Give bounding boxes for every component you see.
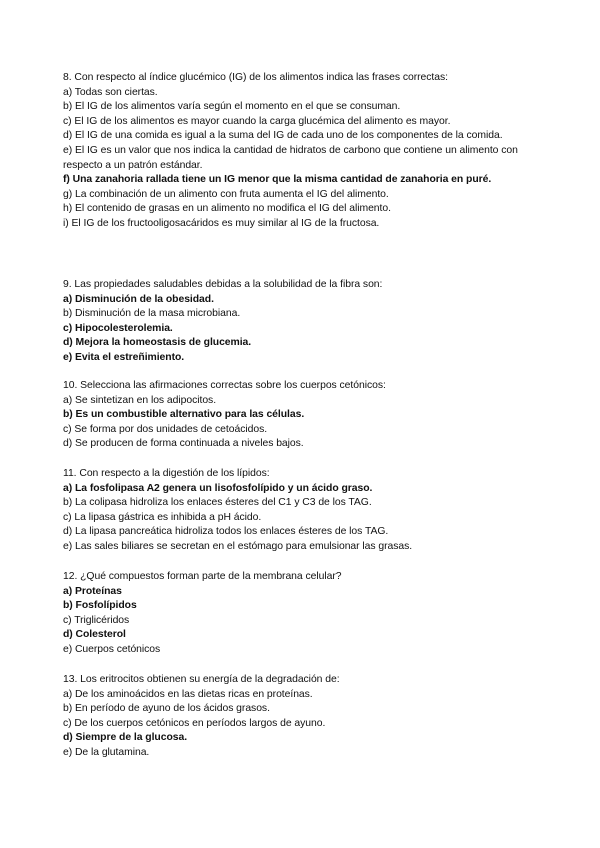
question-prompt: 11. Con respecto a la digestión de los lípidos: xyxy=(63,468,270,479)
answer-option-correct: d) Mejora la homeostasis de glucemia. xyxy=(63,337,252,349)
answer-option: e) Las sales biliares se secretan en el estómago para emulsionar las grasas. xyxy=(63,540,413,552)
answer-option-correct: d) Colesterol xyxy=(63,629,126,641)
answer-option-correct: f) Una zanahoria rallada tiene un IG menor que la misma cantidad de zanahoria en puré. xyxy=(63,174,492,186)
answer-option: c) Triglicéridos xyxy=(63,614,130,626)
question-8 xyxy=(63,71,543,232)
answer-option: h) El contenido de grasas en un alimento no modifica el IG del alimento. xyxy=(63,203,391,215)
answer-option-correct: b) Fosfolípidos xyxy=(63,600,137,612)
answer-option: g) La combinación de un alimento con fruta aumenta el IG del alimento. xyxy=(63,188,389,200)
answer-option: i) El IG de los fructooligosacáridos es muy similar al IG de la fructosa. xyxy=(63,217,380,229)
answer-option: c) El IG de los alimentos es mayor cuando la carga glucémica del alimento es mayor. xyxy=(63,115,451,127)
answer-option: d) Se producen de forma continuada a niveles bajos. xyxy=(63,438,304,450)
answer-option: d) El IG de una comida es igual a la suma del IG de cada uno de los componentes de la comida. xyxy=(63,130,503,142)
answer-option: e) De la glutamina. xyxy=(63,746,150,758)
answer-option: a) De los aminoácidos en las dietas ricas en proteínas. xyxy=(63,688,313,700)
question-prompt: 12. ¿Qué compuestos forman parte de la membrana celular? xyxy=(63,571,342,582)
answer-option: b) Disminución de la masa microbiana. xyxy=(63,308,241,320)
answer-option: c) De los cuerpos cetónicos en períodos largos de ayuno. xyxy=(63,717,326,729)
answer-option-correct: a) Proteínas xyxy=(63,585,122,597)
answer-option-correct: a) Disminución de la obesidad. xyxy=(63,293,214,305)
answer-option-correct: e) Evita el estreñimiento. xyxy=(63,351,185,363)
answer-option: c) La lipasa gástrica es inhibida a pH ácido. xyxy=(63,511,262,523)
answer-option-correct: d) Siempre de la glucosa. xyxy=(63,732,188,744)
question-prompt: 13. Los eritrocitos obtienen su energía de la degradación de: xyxy=(63,674,340,685)
answer-option: a) Se sintetizan en los adipocitos. xyxy=(63,394,217,406)
answer-option: b) La colipasa hidroliza los enlaces ésteres del C1 y C3 de los TAG. xyxy=(63,497,372,509)
answer-option-correct: a) La fosfolipasa A2 genera un lisofosfolípido y un ácido graso. xyxy=(63,482,373,494)
question-prompt: 10. Selecciona las afirmaciones correctas sobre los cuerpos cetónicos: xyxy=(63,380,386,391)
question-9 xyxy=(63,278,543,366)
question-prompt: 8. Con respecto al índice glucémico (IG) de los alimentos indica las frases correctas: xyxy=(63,72,448,83)
answer-option: a) Todas son ciertas. xyxy=(63,86,158,98)
question-12 xyxy=(63,570,543,658)
answer-option: b) En período de ayuno de los ácidos grasos. xyxy=(63,703,270,715)
question-prompt: 9. Las propiedades saludables debidas a la solubilidad de la fibra son: xyxy=(63,279,383,290)
question-10 xyxy=(63,379,543,452)
answer-option: e) El IG es un valor que nos indica la cantidad de hidratos de carbono que contiene un alimento con respecto a un patrón estándar. xyxy=(63,144,518,171)
answer-option: b) El IG de los alimentos varía según el momento en el que se consuman. xyxy=(63,101,401,113)
answer-option: c) Se forma por dos unidades de cetoácidos. xyxy=(63,423,268,435)
question-13 xyxy=(63,673,543,761)
answer-option: d) La lipasa pancreática hidroliza todos los enlaces ésteres de los TAG. xyxy=(63,526,389,538)
answer-option-correct: c) Hipocolesterolemia. xyxy=(63,322,173,334)
question-11 xyxy=(63,467,543,555)
answer-option-correct: b) Es un combustible alternativo para las células. xyxy=(63,409,305,421)
answer-option: e) Cuerpos cetónicos xyxy=(63,643,161,655)
